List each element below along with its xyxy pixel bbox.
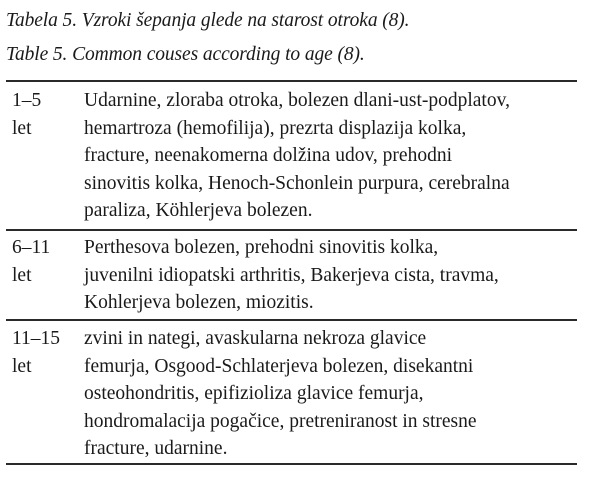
causes-line: sinovitis kolka, Henoch-Schonlein purpura, cerebralna: [84, 172, 510, 194]
age-range: 6–11: [12, 237, 51, 258]
causes-line: Kohlerjeva bolezen, miozitis.: [84, 292, 314, 313]
table-top-rule: [6, 80, 577, 82]
causes-line: osteohondritis, epifizioliza glavice femurja,: [84, 383, 424, 404]
causes-line: hemartroza (hemofilija), prezrta displazija kolka,: [84, 117, 467, 139]
causes-line: Perthesova bolezen, prehodni sinovitis kolka,: [84, 237, 439, 258]
causes-line: fracture, udarnine.: [84, 438, 228, 459]
table-caption-english: Table 5. Common couses according to age (8).: [6, 44, 365, 65]
row-divider-rule: [6, 319, 577, 321]
age-unit: let: [12, 355, 32, 377]
causes-cell: [84, 325, 584, 463]
age-range-cell: [12, 234, 78, 289]
age-range: 1–5: [12, 90, 42, 111]
table-bottom-rule: [6, 463, 577, 465]
causes-line: femurja, Osgood-Schlaterjeva bolezen, disekantni: [84, 355, 474, 377]
age-range-cell: [12, 87, 78, 142]
causes-line: fracture, neenakomerna dolžina udov, prehodni: [84, 145, 452, 166]
age-range: 11–15: [12, 328, 61, 349]
age-unit: let: [12, 117, 32, 139]
causes-line: zvini in nategi, avaskularna nekroza glavice: [84, 328, 427, 349]
table-caption-slovenian: Tabela 5. Vzroki šepanja glede na starost otroka (8).: [6, 10, 410, 31]
causes-cell: [84, 234, 584, 317]
causes-line: paraliza, Köhlerjeva bolezen.: [84, 200, 313, 221]
causes-line: Udarnine, zloraba otroka, bolezen dlani-ust-podplatov,: [84, 90, 510, 111]
causes-line: hondromalacija pogačice, pretreniranost in stresne: [84, 410, 477, 432]
causes-line: juvenilni idiopatski arthritis, Bakerjeva cista, travma,: [84, 264, 499, 286]
causes-cell: [84, 87, 584, 225]
age-unit: let: [12, 264, 32, 286]
age-range-cell: [12, 325, 78, 380]
row-divider-rule: [6, 229, 577, 231]
